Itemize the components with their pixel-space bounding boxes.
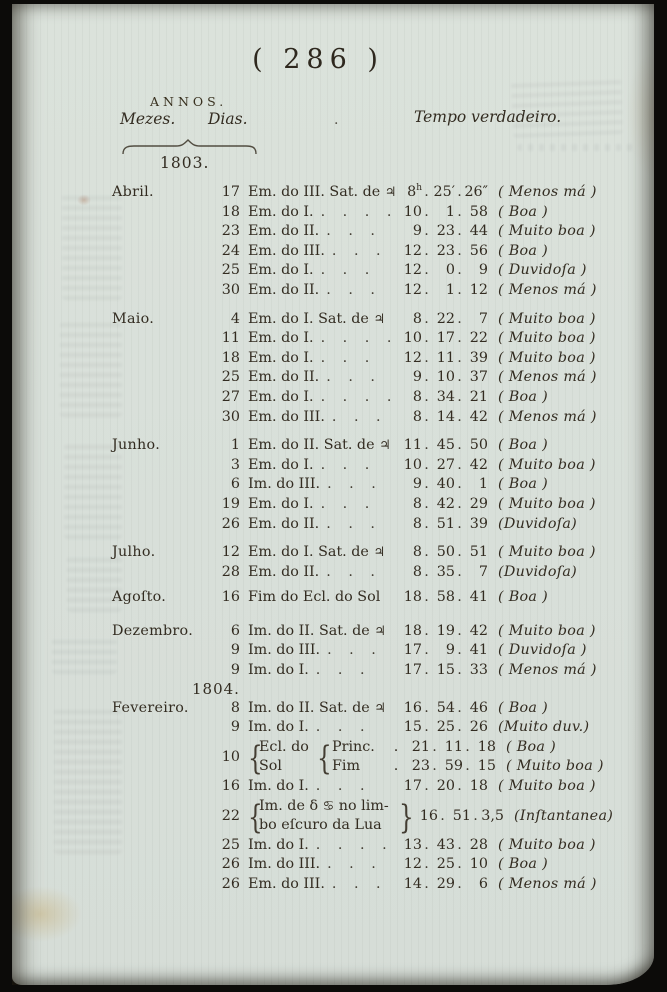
month-label: Julho.: [112, 544, 156, 561]
quality-note: ( Menos má ): [498, 369, 597, 386]
quality-note: ( Boa ): [498, 203, 548, 220]
table-row: 4 Em. do I. Sat. de ♃ 8 . 22 . 7 ( Muito boa ): [210, 310, 640, 330]
table-row: 18 Em. do I. . . . 12 . 11 . 39 ( Muito boa ): [210, 349, 640, 369]
quality-note: ( Menos má ): [498, 876, 597, 892]
table-row: 8 Im. do II. Sat. de ♃ 16 . 54 . 46 ( Boa ): [210, 699, 640, 719]
quality-note: ( Muito boa ): [498, 778, 596, 795]
table-row: 25 Em. do II. . . . 9 . 10 . 37 ( Menos má ): [210, 368, 640, 388]
table-row: 1 Em. do II. Sat. de ♃ 11 . 45 . 50 ( Boa ): [210, 436, 640, 456]
table-row: 3 Em. do I. . . . 10 . 27 . 42 ( Muito boa ): [210, 456, 640, 476]
table-row: 24 Em. do III. . . . 12 . 23 . 56 ( Boa ): [210, 242, 640, 262]
column-header-annos: ANNOS.: [150, 94, 228, 109]
table-row: 26 Em. do II. . . . 8 . 51 . 39 (Duvidoſa): [210, 515, 640, 535]
month-section-abril: [112, 183, 640, 301]
table-row: 28 Em. do II. . . . 8 . 35 . 7 (Duvidoſa): [210, 563, 640, 583]
table-row: 25 Im. do I. . . . . 13 . 43 . 28 ( Muito boa ): [210, 836, 640, 856]
quality-note: (Muito duv.): [498, 719, 590, 736]
column-header-tempo-verdadeiro: Tempo verdadeiro.: [414, 108, 562, 126]
table-row-occultation: 22 { Im. de δ ♋ no lim- bo eſcuro da Lua } 16 . 51 . 3,5 (Inſtantanea): [221, 796, 614, 836]
quality-note: ( Boa ): [498, 476, 548, 493]
quality-note: ( Menos má ): [498, 662, 597, 679]
observations-table: [112, 183, 640, 904]
quality-note: ( Duvidoſa ): [498, 262, 587, 279]
table-row: 30 Em. do II. . . . 12 . 1 . 12 ( Menos má ): [210, 281, 640, 301]
month-label: Maio.: [112, 310, 155, 327]
quality-note: ( Boa ): [498, 388, 548, 405]
jupiter-icon: ♃: [384, 185, 397, 200]
quality-note: ( Menos má ): [498, 408, 597, 425]
table-row: 9 Im. do III. . . . 17 . 9 . 41 ( Duvidoſa ): [210, 641, 640, 661]
table-row: 19 Em. do I. . . . 8 . 42 . 29 ( Muito boa ): [210, 495, 640, 515]
quality-note: ( Muito boa ): [498, 330, 596, 347]
show-through-smudge: [52, 634, 117, 674]
quality-note: ( Boa ): [498, 437, 548, 454]
quality-note: ( Muito boa ): [498, 495, 596, 512]
quality-note: ( Muito boa ): [498, 836, 596, 853]
scanned-book-page: [12, 4, 654, 985]
brace-icon: {: [316, 737, 332, 777]
month-section-agosto: [112, 588, 640, 608]
month-section-maio: [112, 310, 640, 428]
table-row: 26 Im. do III. . . . 12 . 25 . 10 ( Boa ): [210, 855, 640, 875]
quality-note: ( Duvidoſa ): [498, 642, 587, 659]
table-row: 16 Im. do I. . . . 17 . 20 . 18 ( Muito boa ): [210, 777, 640, 797]
show-through-smudge: [517, 144, 637, 151]
year-label-1804: 1804.: [192, 679, 240, 698]
table-row: 23 Em. do II. . . . 9 . 23 . 44 ( Muito boa ): [210, 222, 640, 242]
quality-note: ( Muito boa ): [498, 223, 596, 240]
month-label: Agoſto.: [112, 589, 167, 606]
table-row: 9 Im. do I. . . . 17 . 15 . 33 ( Menos má ): [210, 661, 640, 681]
brace-icon: }: [398, 796, 414, 836]
table-row: 12 Em. do I. Sat. de ♃ 8 . 50 . 51 ( Muito boa ): [210, 543, 640, 563]
stray-dot: .: [334, 112, 339, 128]
table-row: 25 Em. do I. . . . 12 . 0 . 9 ( Duvidoſa ): [210, 261, 640, 281]
table-row: 18 Em. do I. . . . . 10 . 1 . 58 ( Boa ): [210, 203, 640, 223]
jupiter-icon: ♃: [374, 700, 386, 716]
jupiter-icon: ♃: [373, 311, 386, 327]
quality-note: (Duvidoſa): [498, 563, 578, 580]
brace-icon: {: [247, 796, 263, 836]
show-through-smudge: [511, 74, 623, 138]
jupiter-icon: ♃: [373, 545, 386, 561]
quality-note: ( Menos má ): [498, 184, 597, 200]
year-label-1803: 1803.: [160, 154, 210, 172]
month-section-julho: [112, 543, 640, 582]
table-row-eclipse-sun: 10 { Ecl. do Sol { Princ. Fim . . 21 . 11 . 18 ( Boa ) 23 . 59 . 15 ( Muito boa ): [221, 737, 604, 777]
month-label: Fevereiro.: [112, 699, 189, 716]
month-label: Junho.: [112, 437, 161, 454]
month-section-fevereiro: [112, 699, 640, 895]
month-label: Abril.: [112, 184, 154, 200]
brace-icon: {: [247, 737, 263, 777]
table-row: 6 Im. do II. Sat. de ♃ 18 . 19 . 42 ( Muito boa ): [210, 622, 640, 642]
table-row: 9 Im. do I. . . . 15 . 25 . 26 (Muito duv.): [210, 718, 640, 738]
quality-note: ( Muito boa ): [498, 544, 596, 561]
table-row: 26 Em. do III. . . . 14 . 29 . 6 ( Menos má ): [210, 875, 640, 895]
table-row: 30 Em. do III. . . . 8 . 14 . 42 ( Menos má ): [210, 408, 640, 428]
quality-note: ( Boa ): [506, 738, 556, 755]
jupiter-icon: ♃: [379, 438, 391, 454]
table-row: 27 Em. do I. . . . . 8 . 34 . 21 ( Boa ): [210, 388, 640, 408]
quality-note: ( Muito boa ): [506, 758, 604, 775]
cancer-icon: ♋: [322, 798, 335, 814]
table-row: 6 Im. do III. . . . 9 . 40 . 1 ( Boa ): [210, 475, 640, 495]
quality-note: ( Menos má ): [498, 281, 597, 298]
month-section-dezembro: [112, 622, 640, 681]
quality-note: ( Muito boa ): [498, 456, 596, 473]
quality-note: ( Boa ): [498, 856, 548, 873]
jupiter-icon: ♃: [374, 623, 386, 639]
quality-note: ( Boa ): [498, 699, 548, 716]
table-row: 17 Em. do III. Sat. de ♃ 8$^h$ . 25′ . 26″ ( Menos má ): [210, 183, 640, 203]
table-row: 16 Fim do Ecl. do Sol 18 . 58 . 41 ( Boa ): [210, 588, 640, 608]
column-header-dias: Dias.: [208, 110, 248, 128]
quality-note: ( Boa ): [498, 589, 548, 606]
quality-note: (Inſtantanea): [514, 808, 614, 825]
page-number: ( 286 ): [252, 44, 384, 75]
quality-note: ( Muito boa ): [498, 622, 596, 639]
month-section-junho: [112, 436, 640, 534]
quality-note: (Duvidoſa): [498, 515, 578, 532]
quality-note: ( Muito boa ): [498, 310, 596, 327]
table-row: 11 Em. do I. . . . . 10 . 17 . 22 ( Muito boa ): [210, 329, 640, 349]
quality-note: ( Boa ): [498, 242, 548, 259]
column-header-mezes: Mezes.: [120, 110, 176, 128]
quality-note: ( Muito boa ): [498, 349, 596, 366]
month-label: Dezembro.: [112, 622, 194, 639]
